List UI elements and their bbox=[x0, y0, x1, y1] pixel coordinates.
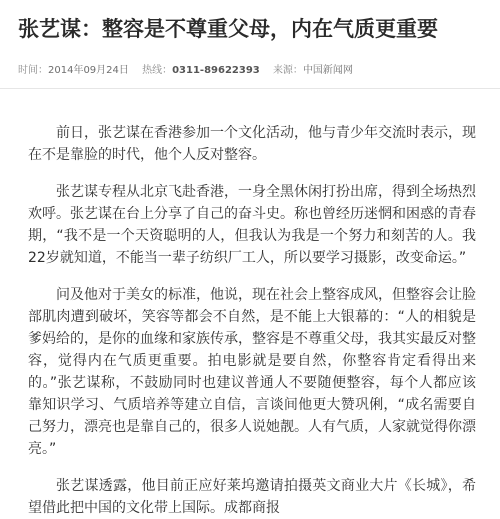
time-value: 2014年09月24日 bbox=[48, 65, 129, 76]
hotline-label: 热线： bbox=[142, 65, 173, 76]
article-meta bbox=[18, 64, 488, 78]
paragraph: 张艺谋专程从北京飞赴香港，一身全黑休闲打扮出席，得到全场热烈欢呼。张艺谋在台上分享了自己的奋斗史。称也曾经历迷惘和困惑的青春期，“我不是一个天资聪明的人，但我认为我是一个努力和刻苦的人。我22岁就知道，不能当一辈子纺织厂工人，所以要学习摄影，改变命运。” bbox=[28, 184, 476, 266]
article-title: 张艺谋：整容是不尊重父母，内在气质更重要 bbox=[18, 17, 438, 41]
article-body bbox=[28, 122, 476, 519]
source-value: 中国新闻网 bbox=[302, 65, 353, 76]
meta-divider bbox=[0, 88, 500, 89]
paragraph: 张艺谋透露，他目前正应好莱坞邀请拍摄英文商业大片《长城》，希望借此把中国的文化带上国际。成都商报 bbox=[28, 478, 476, 516]
paragraph: 问及他对于美女的标准，他说，现在社会上整容成风，但整容会让脸部肌肉遭到破坏，笑容等都会不自然，是不能上大银幕的：“人的相貌是爹妈给的，是你的血缘和家族传承，整容是不尊重父母，我其实最反对整容，觉得内在气质更重要。拍电影就是要自然，你整容肯定看得出来的。”张艺谋称，不鼓励同时也建议普通人不要随便整容，每个人都应该靠知识学习、气质培养等建立自信，言谈间他更大赞巩俐，“成名需要自己努力，漂亮也是靠自己的，很多人说她靓。人有气质，人家就觉得你漂亮。” bbox=[28, 287, 476, 457]
source-label: 来源： bbox=[272, 65, 303, 76]
paragraph: 前日，张艺谋在香港参加一个文化活动，他与青少年交流时表示，现在不是靠脸的时代，他个人反对整容。 bbox=[28, 125, 476, 163]
time-label: 时间： bbox=[18, 65, 48, 76]
hotline-value: 0311-89622393 bbox=[172, 65, 260, 76]
